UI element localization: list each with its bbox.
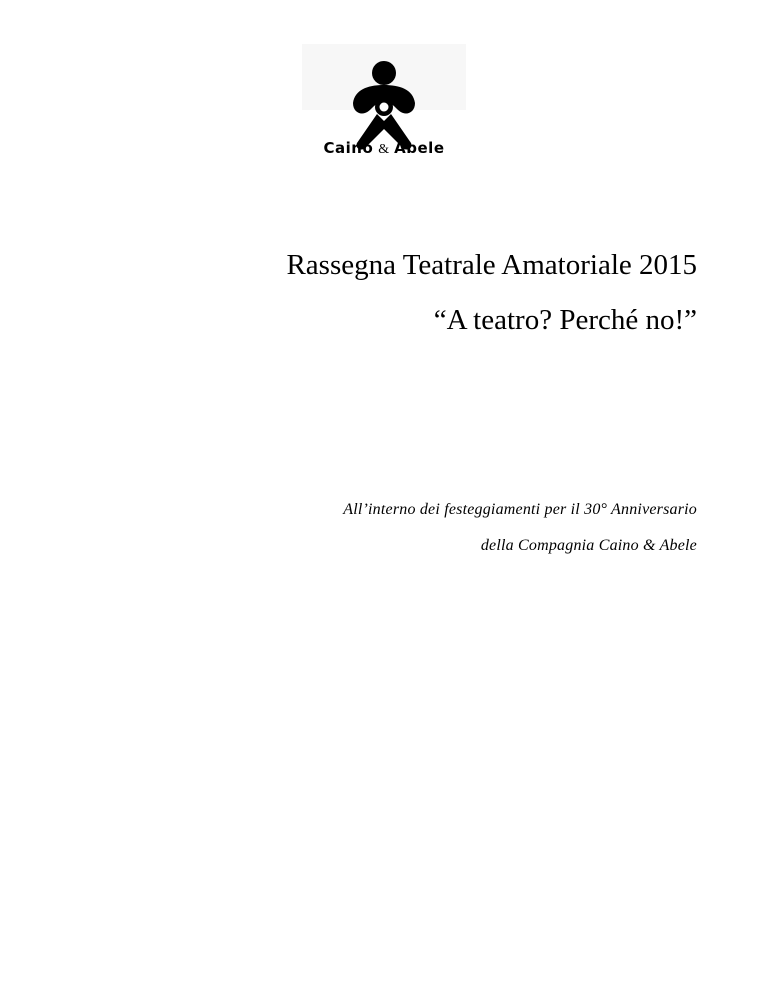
- company-logo: [302, 44, 466, 162]
- anniversary-note-line-2: della Compagnia Caino & Abele: [480, 537, 697, 554]
- logo-ampersand: &: [378, 142, 390, 157]
- theatre-figure-icon: [351, 59, 417, 181]
- anniversary-note-line-1: All’interno dei festeggiamenti per il 30° Anniversario: [343, 501, 697, 518]
- logo-wordmark: [302, 141, 466, 157]
- page-title: Rassegna Teatrale Amatoriale 2015: [286, 249, 697, 281]
- logo-word-abele: Abele: [394, 139, 445, 157]
- logo-word-caino: Caino: [323, 139, 374, 157]
- page-subtitle: “A teatro? Perché no!”: [433, 304, 697, 336]
